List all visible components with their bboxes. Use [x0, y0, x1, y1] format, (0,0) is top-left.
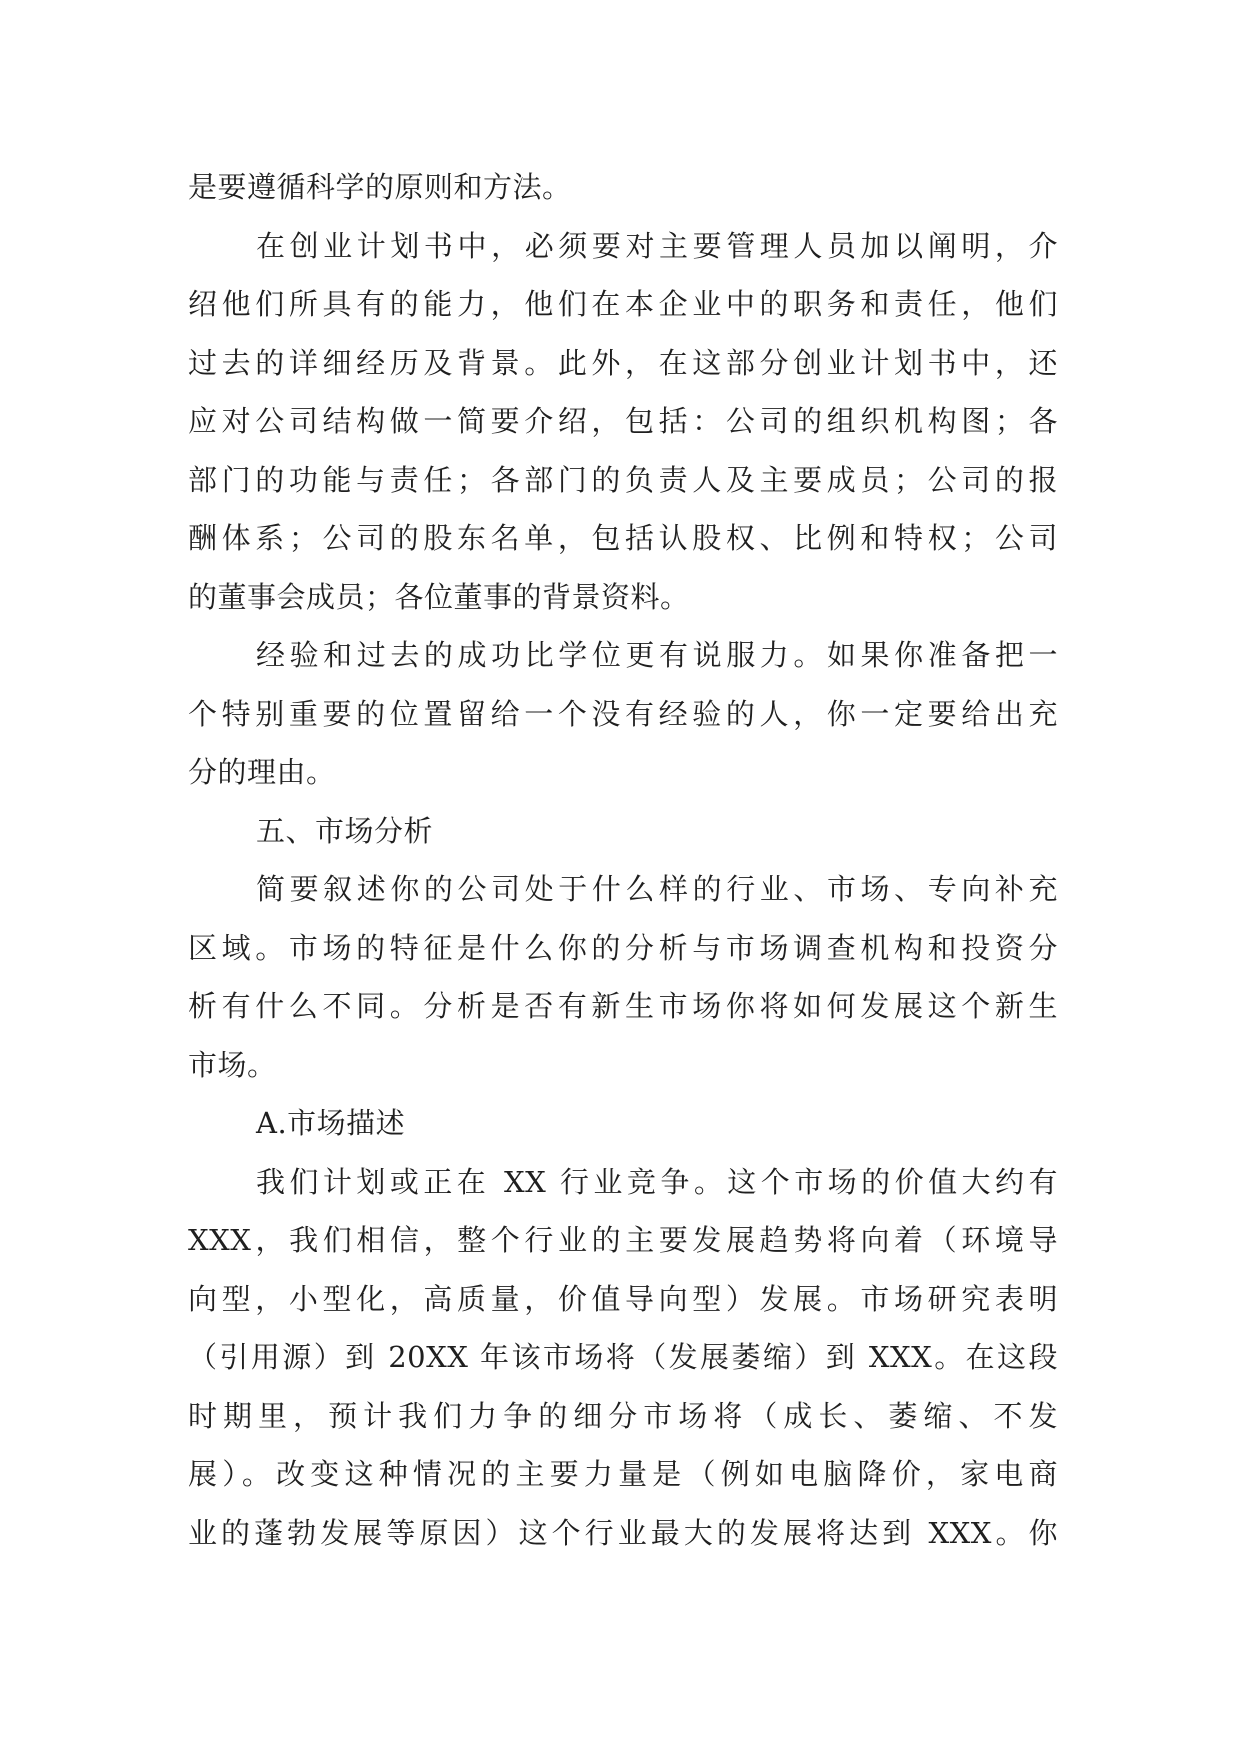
text-line: 市场。: [188, 1047, 277, 1082]
text-line: 五、市场分析: [256, 813, 434, 848]
text-line: 在创业计划书中，必须要对主要管理人员加以阐明，介: [256, 228, 1058, 263]
text-line: 经验和过去的成功比学位更有说服力。如果你准备把一: [256, 638, 1058, 672]
text-line: XXX，我们相信，整个行业的主要发展趋势将向着（环境导: [188, 1223, 1058, 1257]
text-line: （引用源）到 20XX 年该市场将（发展萎缩）到 XXX。在这段: [188, 1340, 1058, 1374]
paragraph: [188, 217, 1058, 627]
text-line: 是要遵循科学的原则和方法。: [188, 170, 572, 204]
text-line: 酬体系；公司的股东名单，包括认股权、比例和特权；公司: [188, 521, 1058, 555]
text-line: 分的理由。: [188, 755, 336, 789]
text-line: 区域。市场的特征是什么你的分析与市场调查机构和投资分: [188, 930, 1058, 965]
text-line: 部门的功能与责任；各部门的负责人及主要成员；公司的报: [188, 462, 1058, 497]
paragraph: [188, 860, 1058, 1094]
paragraph: [188, 1153, 1058, 1563]
text-line: 的董事会成员；各位董事的背景资料。: [188, 579, 690, 614]
paragraph: [188, 626, 1058, 802]
paragraph: [188, 158, 1058, 217]
text-line: 析有什么不同。分析是否有新生市场你将如何发展这个新生: [188, 989, 1058, 1023]
document-body: [188, 158, 1058, 1562]
text-line: 绍他们所具有的能力，他们在本企业中的职务和责任，他们: [188, 287, 1058, 321]
text-line: 个特别重要的位置留给一个没有经验的人，你一定要给出充: [188, 696, 1058, 731]
section-heading: [188, 1094, 1058, 1153]
text-line: 过去的详细经历及背景。此外，在这部分创业计划书中，还: [188, 345, 1058, 380]
text-line: A.市场描述: [256, 1106, 406, 1140]
text-line: 我们计划或正在 XX 行业竞争。这个市场的价值大约有: [256, 1164, 1058, 1199]
section-heading: [188, 802, 1058, 861]
text-line: 简要叙述你的公司处于什么样的行业、市场、专向补充: [256, 872, 1058, 906]
text-line: 展）。改变这种情况的主要力量是（例如电脑降价，家电商: [188, 1457, 1058, 1491]
text-line: 业的蓬勃发展等原因）这个行业最大的发展将达到 XXX。你: [188, 1515, 1058, 1550]
text-line: 向型，小型化，高质量，价值导向型）发展。市场研究表明: [188, 1281, 1058, 1316]
text-line: 应对公司结构做一简要介绍，包括：公司的组织机构图；各: [188, 404, 1058, 438]
text-line: 时期里，预计我们力争的细分市场将（成长、萎缩、不发: [188, 1398, 1058, 1433]
